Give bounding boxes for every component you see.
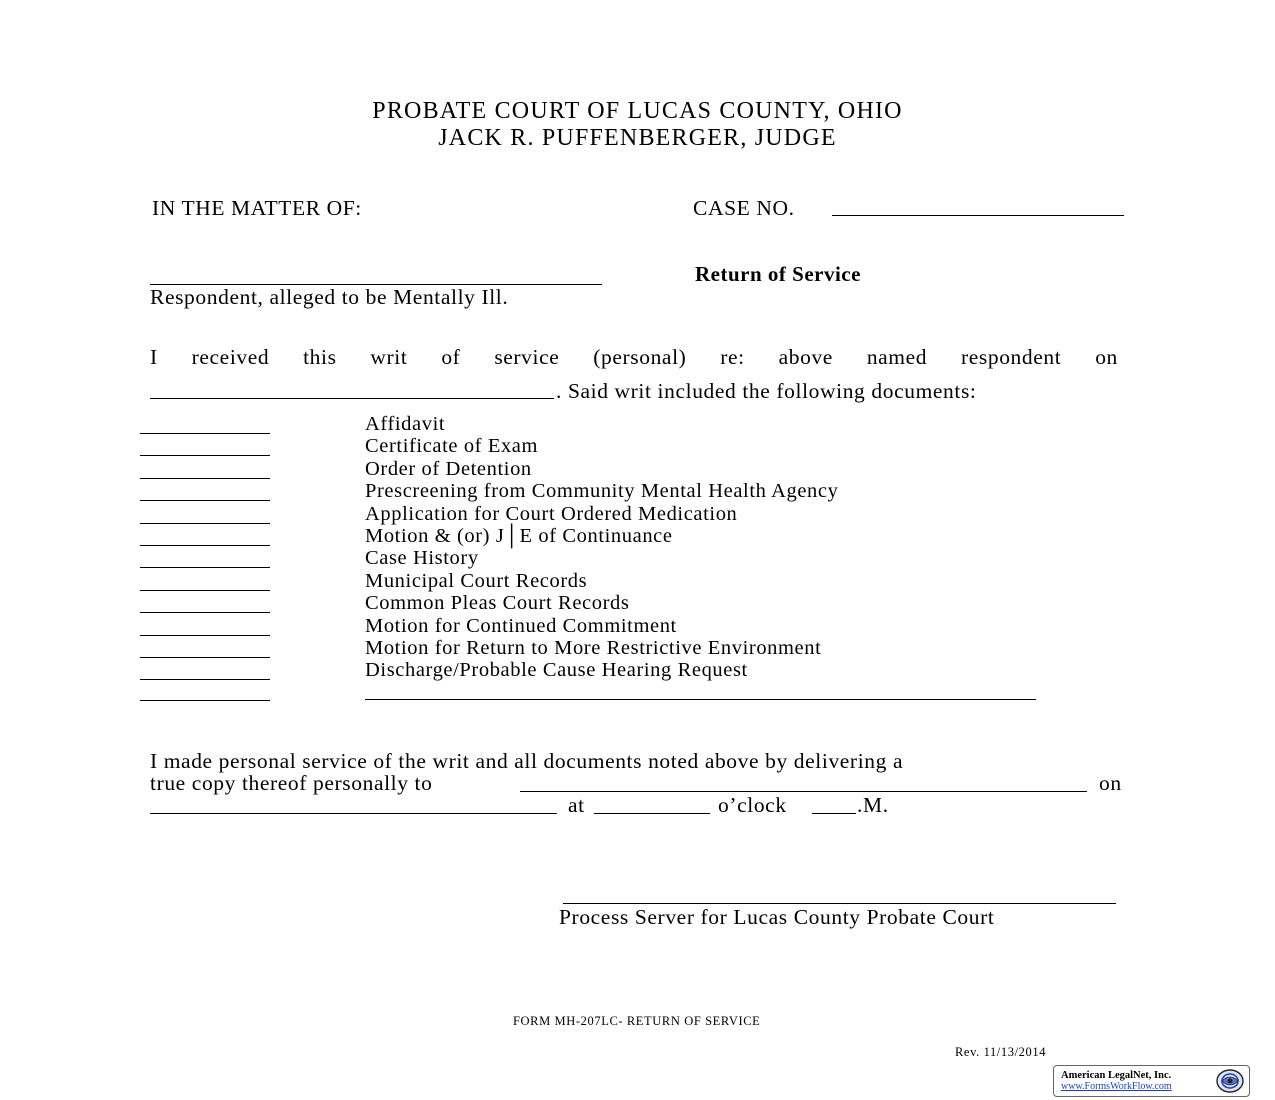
received-word: re: — [720, 345, 745, 369]
doc-item-label: Order of Detention — [365, 457, 532, 480]
received-paragraph-line2: . Said writ included the following documents: — [556, 379, 977, 403]
doc-check-blank[interactable] — [140, 478, 270, 479]
service-meridiem-label: .M. — [857, 793, 889, 817]
form-id: FORM MH-207LC- RETURN OF SERVICE — [513, 1014, 761, 1028]
doc-check-blank[interactable] — [140, 657, 270, 658]
doc-item-label: Certificate of Exam — [365, 435, 539, 458]
received-date-field[interactable] — [150, 398, 554, 399]
doc-check-blank-extra[interactable] — [140, 700, 270, 701]
judge-name: JACK R. PUFFENBERGER, JUDGE — [438, 125, 837, 151]
service-on-label: on — [1099, 771, 1122, 795]
doc-item-label: Motion & (or) J│E of Continuance — [365, 525, 673, 547]
service-oclock-label: o’clock — [718, 793, 787, 817]
doc-item-label: Motion for Continued Commitment — [365, 614, 677, 637]
doc-check-blank[interactable] — [140, 455, 270, 456]
received-word: service — [494, 345, 560, 369]
doc-check-blank[interactable] — [140, 635, 270, 636]
badge-url-link[interactable]: www.FormsWorkFlow.com — [1061, 1081, 1172, 1092]
doc-item-label: Common Pleas Court Records — [365, 592, 630, 615]
received-word: above — [778, 345, 833, 369]
received-word: (personal) — [593, 345, 687, 369]
revision-date: Rev. 11/13/2014 — [955, 1045, 1047, 1059]
doc-item-label: Application for Court Ordered Medication — [365, 502, 738, 525]
doc-check-blank[interactable] — [140, 567, 270, 568]
received-word: writ — [370, 345, 408, 369]
doc-item-label: Municipal Court Records — [365, 569, 588, 592]
form-title: Return of Service — [695, 262, 861, 286]
service-date-field[interactable] — [150, 813, 557, 814]
received-word: received — [191, 345, 270, 369]
legalnet-badge[interactable] — [1053, 1065, 1250, 1097]
doc-item-label: Affidavit — [365, 413, 446, 435]
doc-item-label: Motion for Return to More Restrictive Environment — [365, 637, 822, 659]
doc-check-blank[interactable] — [140, 679, 270, 680]
doc-check-blank[interactable] — [140, 523, 270, 524]
received-word: I — [150, 345, 158, 369]
service-at-label: at — [568, 793, 585, 817]
doc-check-blank[interactable] — [140, 612, 270, 613]
badge-company: American LegalNet, Inc. — [1061, 1070, 1172, 1081]
doc-check-blank[interactable] — [140, 545, 270, 546]
doc-item-label: Discharge/Probable Cause Hearing Request — [365, 659, 748, 682]
signature-line[interactable] — [563, 903, 1116, 904]
service-time-field[interactable] — [594, 813, 710, 814]
doc-check-blank[interactable] — [140, 500, 270, 501]
received-word: this — [303, 345, 337, 369]
doc-item-label: Case History — [365, 547, 479, 570]
globe-logo-icon — [1215, 1069, 1245, 1093]
service-meridiem-field[interactable] — [812, 813, 856, 814]
received-word: named — [866, 345, 928, 369]
case-no-label: CASE NO. — [693, 196, 795, 220]
matter-label: IN THE MATTER OF: — [152, 196, 362, 220]
doc-other-field[interactable] — [365, 699, 1036, 700]
served-person-field[interactable] — [520, 791, 1087, 792]
received-word: on — [1095, 345, 1118, 369]
doc-check-blank[interactable] — [140, 433, 270, 434]
service-paragraph-line1: I made personal service of the writ and all documents noted above by delivering a — [150, 749, 904, 773]
signature-label: Process Server for Lucas County Probate Court — [559, 905, 995, 929]
received-paragraph-line1 — [150, 345, 1118, 370]
service-paragraph-line2: true copy thereof personally to — [150, 771, 433, 795]
doc-item-label: Prescreening from Community Mental Health Agency — [365, 480, 839, 503]
received-word: of — [441, 345, 461, 369]
court-title: PROBATE COURT OF LUCAS COUNTY, OHIO — [372, 98, 903, 124]
received-word: respondent — [960, 345, 1062, 369]
case-no-field[interactable] — [832, 215, 1124, 216]
doc-check-blank[interactable] — [140, 590, 270, 591]
respondent-label: Respondent, alleged to be Mentally Ill. — [150, 285, 509, 309]
